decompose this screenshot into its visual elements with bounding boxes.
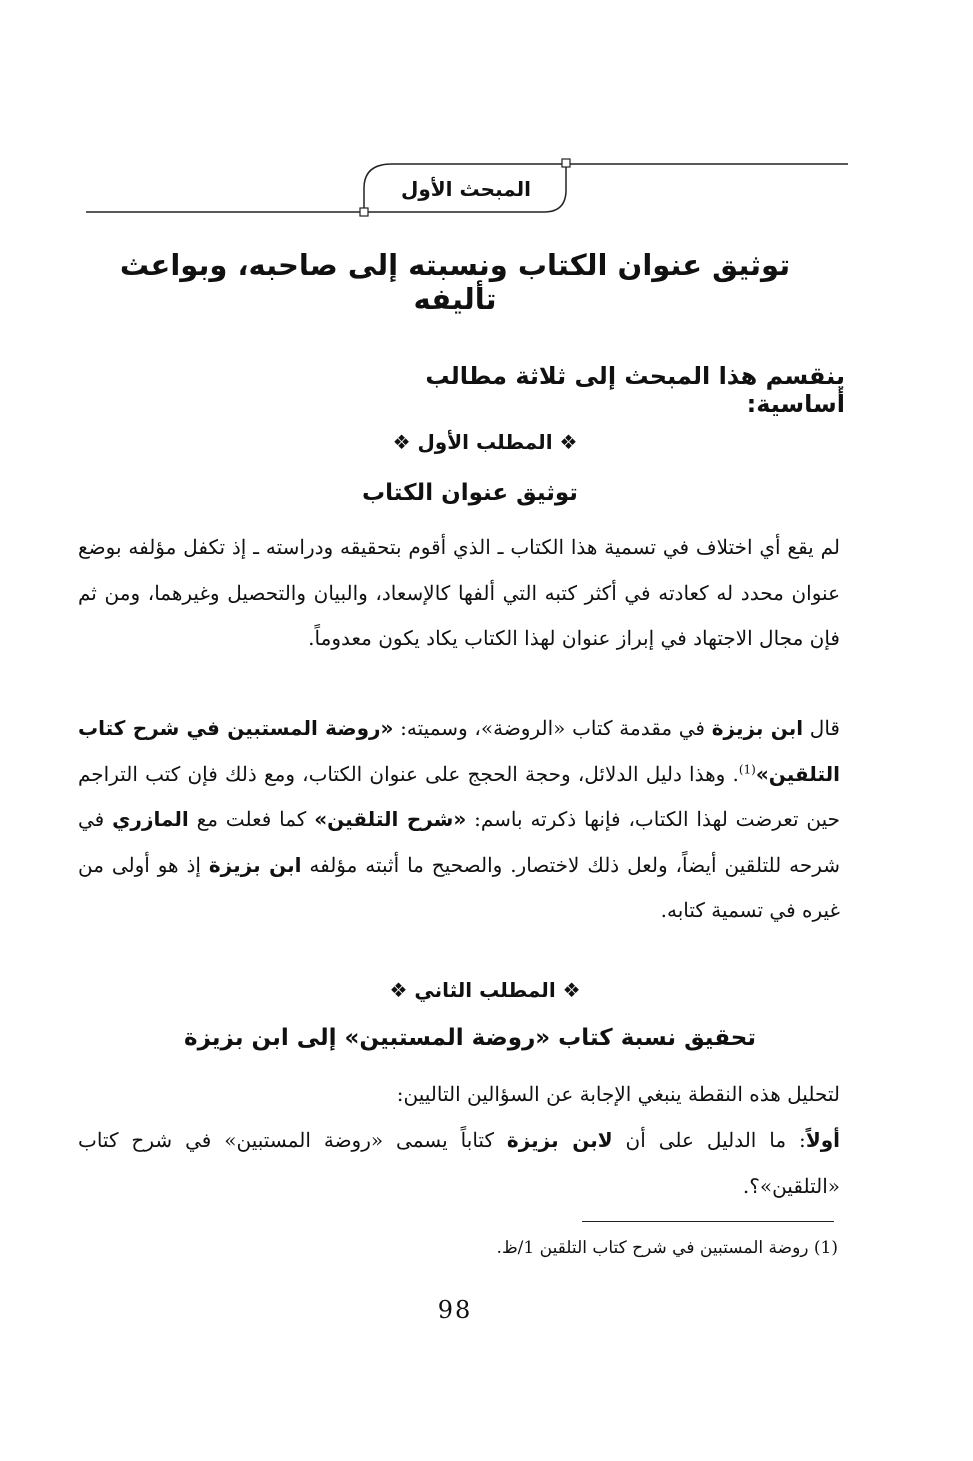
text-run: في شرحه للتلقين أيضاً، ولعل ذلك لاختصار. والصحيح ما أثبته مؤلفه (78, 807, 841, 877)
author-name: ابن بزيزة (208, 852, 302, 877)
page-title: توثيق عنوان الكتاب ونسبته إلى صاحبه، وبواعث تأليفه (119, 248, 791, 316)
text-run: . وهذا دليل الدلائل، وحجة الحجج على عنوان الكتاب، ومع ذلك فإن كتب التراجم حين تعرضت لهذا الكتاب، فإنها ذكرته باسم: (78, 761, 840, 831)
book-title: «روضة المستبين في شرح كتاب التلقين» (78, 716, 840, 786)
author-name: لابن بزيزة (506, 1128, 613, 1152)
footnote-divider (582, 1221, 834, 1222)
text-run: : ما الدليل على أن (612, 1128, 806, 1152)
section-subtitle-2: تحقيق نسبة كتاب «روضة المستبين» إلى ابن بزيزة (184, 1025, 756, 1051)
paragraph-1: لم يقع أي اختلاف في تسمية هذا الكتاب ـ الذي أقوم بتحقيقه ودراسته ـ إذ تكفل مؤلفه بوضع عنوان محدد له كعادته في أكثر كتبه التي ألفها كالإسعاد، والبيان والتحصيل وغيرهما، ومن ثم فإن مجال الاجتهاد في إبراز عنوان لهذا الكتاب يكاد يكون معدوماً. (78, 535, 840, 650)
text-run: في مقدمة كتاب «الروضة»، وسميته: (393, 716, 712, 740)
matlab-heading-2: ❖ المطلب الثاني ❖ (389, 978, 581, 1002)
intro-line: ينقسم هذا المبحث إلى ثلاثة مطالب أساسية: (425, 362, 845, 418)
footnote: (1) روضة المستبين في شرح كتاب التلقين 1/ظ. (496, 1238, 838, 1258)
paragraph-4 (78, 1118, 840, 1209)
paragraph-2 (78, 706, 840, 934)
page-number: 98 (437, 1296, 473, 1324)
chapter-label: المبحث الأول (400, 177, 532, 201)
ordinal-label: أولاً (805, 1128, 840, 1152)
book-title-short: «شرح التلقين» (314, 807, 467, 831)
matlab-heading-1: ❖ المطلب الأول ❖ (392, 430, 578, 454)
text-run: إذ هو أولى من غيره في تسمية كتابه. (78, 852, 840, 922)
text-run: كتاباً يسمى «روضة المستبين» في شرح كتاب «التلقين»؟. (78, 1128, 840, 1198)
text-run: قال (803, 716, 840, 740)
scholar-name: المازري (112, 807, 189, 831)
author-name: ابن بزيزة (711, 716, 804, 740)
footnote-reference[interactable]: (1) (738, 761, 756, 776)
paragraph-3: لتحليل هذه النقطة ينبغي الإجابة عن السؤالين التاليين: (396, 1082, 840, 1106)
text-run: كما فعلت مع (188, 807, 315, 831)
section-subtitle-1: توثيق عنوان الكتاب (362, 480, 578, 506)
